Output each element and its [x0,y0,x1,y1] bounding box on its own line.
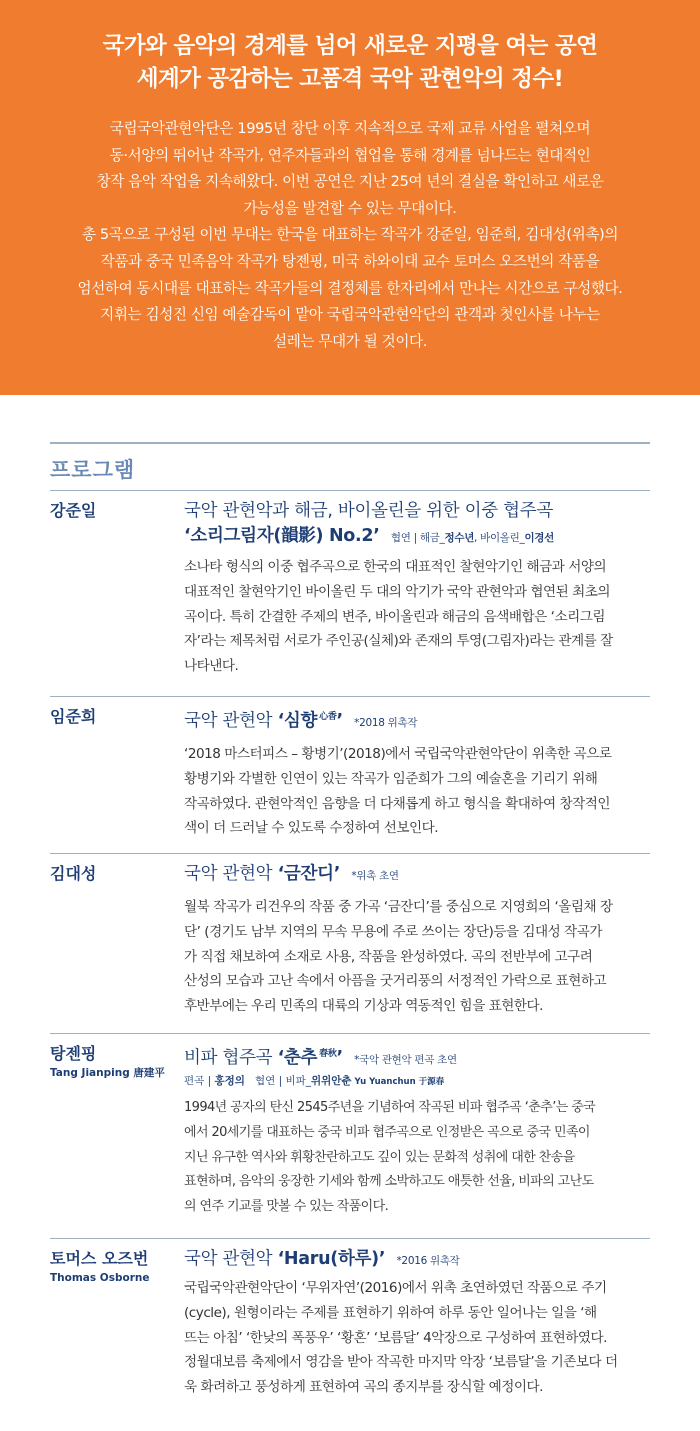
title-main: ‘소리그림자(韻影) No.2’ [184,526,380,546]
piece-note: *위촉 초연 [351,870,399,882]
program-entry [50,490,650,696]
composer-name-en: Tang Jianping 唐建平 [50,1067,165,1079]
title-quote: ’ [336,711,343,731]
headline [0,30,700,96]
desc-line: 산성의 모습과 고난 속에서 아픔을 굿거리풍의 서정적인 가락으로 표현하고 [184,973,607,990]
piece-note: *2018 위촉작 [354,717,418,729]
composer [50,1247,184,1427]
intro-line: 창작 음악 작업을 지속해왔다. 이번 공연은 지난 25여 년의 결실을 확인하고 새로운 [96,173,604,191]
piece-description [184,895,650,1019]
credit-label: 협연 | 비파_ [244,1075,311,1087]
piece-description [184,742,650,841]
intro-line: 설레는 무대가 될 것이다. [273,332,427,350]
composer [50,499,184,696]
intro-line: 국립국악관현악단은 1995년 창단 이후 지속적으로 국제 교류 사업을 펼쳐오며 [109,120,591,137]
piece-description [184,1096,650,1220]
title-hanja: 春秋 [319,1049,337,1059]
intro-line: 가능성을 발견할 수 있는 무대이다. [243,199,457,217]
desc-line: 표현하며, 음악의 웅장한 기세와 함께 소박하고도 애틋한 선율, 비파의 고난도 [184,1174,594,1190]
piece-title [184,705,650,736]
title-main: ‘Haru(하루)’ [277,1249,386,1269]
desc-line: ‘2018 마스터피스 – 황병기’(2018)에서 국립국악관현악단이 위촉한 곡으로 [184,746,612,762]
desc-line: 뜨는 아침’ ‘한낮의 폭풍우’ ‘황혼’ ‘보름달’ 4악장으로 구성하여 표현하였다. [184,1329,607,1346]
desc-line: 정월대보름 축제에서 영감을 받아 작곡한 마지막 악장 ‘보름달’을 기존보다 더 [184,1354,618,1371]
headline-line-2: 세계가 공감하는 고품격 국악 관현악의 정수! [136,66,564,92]
program-entry [50,1033,650,1238]
entry-body [184,705,650,853]
composer-name-en: Thomas Osborne [50,1272,150,1284]
title-prefix: 국악 관현악 [184,711,273,731]
composer [50,1042,184,1238]
title-quote: ’ [336,1048,343,1068]
credit-label: , 바이올린_ [474,532,525,544]
composer [50,862,184,1033]
composer-name: 김대성 [50,864,97,883]
hero-banner [0,0,700,395]
desc-line: 자’라는 제목처럼 서로가 주인공(실체)와 존재의 투영(그림자)라는 관계를 잘 [184,633,613,650]
headline-line-1: 국가와 음악의 경계를 넘어 새로운 지평을 여는 공연 [102,33,598,59]
performer-credit [184,1073,650,1090]
intro-line: 엄선하여 동시대를 대표하는 작곡가들의 결정체를 한자리에서 만나는 시간으로 구성했다. [77,279,623,297]
title-main: ‘춘추 [277,1048,318,1068]
intro-line: 작품과 중국 민족음악 작곡가 탕젠핑, 미국 하와이대 교수 토머스 오즈번의 작품을 [100,252,600,270]
piece-note: *국악 관현악 편곡 초연 [354,1054,457,1066]
entry-body [184,499,650,696]
program-section [0,442,700,1427]
piece-title [184,862,650,889]
intro-line: 총 5곡으로 구성된 이번 무대는 한국을 대표하는 작곡가 강준일, 임준희, 김대성(위촉)의 [81,226,619,244]
composer [50,705,184,853]
intro-paragraph [30,116,670,355]
desc-line: (cycle), 원형이라는 주제를 표현하기 위하여 하루 동안 일어나는 일을 ‘해 [184,1304,597,1321]
program-entry [50,696,650,853]
composer-name: 강준일 [50,501,97,520]
intro-line: 지휘는 김성진 신임 예술감독이 맡아 국립국악관현악단의 관객과 첫인사를 나누는 [100,306,600,324]
title-prefix: 비파 협주곡 [184,1048,273,1068]
credit-name: 위위안춘 [311,1075,352,1087]
desc-line: 나타낸다. [184,658,239,675]
program-entry [50,853,650,1033]
desc-line: 황병기와 각별한 인연이 있는 작곡가 임준희가 그의 예술혼을 기리기 위해 [184,770,598,787]
credit-name: 홍정의 [214,1075,245,1087]
piece-note: *2016 위촉작 [396,1255,460,1267]
title-main: ‘심향 [277,711,318,731]
piece-title [184,499,650,524]
desc-line: 국립국악관현악단이 ‘무위자연’(2016)에서 위촉 초연하였던 작품으로 주기 [184,1280,607,1296]
desc-line: 대표적인 찰현악기인 바이올린 두 대의 악기가 국악 관현악과 협연된 최초의 [184,583,610,600]
program-entry [50,1238,650,1427]
desc-line: 색이 더 드러날 수 있도록 수정하여 선보인다. [184,820,439,837]
desc-line: 단’ (경기도 남부 지역의 무속 무용에 주로 쓰이는 장단)등을 김대성 작곡가 [184,923,602,940]
composer-name: 토머스 오즈번 [50,1249,149,1268]
performer-credit [391,532,554,544]
credit-name-en: Yu Yuanchun 于源春 [351,1077,445,1087]
entry-body [184,862,650,1033]
title-main: ‘금잔디’ [277,864,341,884]
desc-line: 가 직접 채보하여 소재로 사용, 작품을 완성하였다. 곡의 전반부에 고구려 [184,948,593,965]
desc-line: 월북 작곡가 리건우의 작품 중 가곡 ‘금잔디’를 중심으로 지영희의 ‘올림채 장 [184,899,613,915]
credit-label: 협연 | 해금_ [390,532,445,544]
piece-description [184,555,650,679]
title-hanja: 心香 [319,712,337,722]
piece-title [184,1042,650,1073]
entry-body [184,1042,650,1238]
title-prefix: 국악 관현악과 해금, 바이올린을 위한 이중 협주곡 [184,501,553,521]
piece-title [184,1247,650,1274]
desc-line: 곡이다. 특히 간결한 주제의 변주, 바이올린과 해금의 음색배합은 ‘소리그림 [184,608,605,625]
desc-line: 작곡하였다. 관현악적인 음향을 더 다채롭게 하고 형식을 확대하여 창작적인 [184,795,610,812]
piece-description [184,1276,650,1400]
desc-line: 1994년 공자의 탄신 2545주년을 기념하여 작곡된 비파 협주곡 ‘춘추’는 중국 [184,1100,596,1115]
title-prefix: 국악 관현악 [184,864,273,884]
composer-name: 임준희 [50,707,97,726]
desc-line: 지닌 유구한 역사와 휘황찬란하고도 깊이 있는 문화적 성취에 대한 찬송을 [184,1149,575,1165]
intro-line: 동·서양의 뛰어난 작곡가, 연주자들과의 협업을 통해 경계를 넘나드는 현대적인 [109,146,591,164]
desc-line: 욱 화려하고 풍성하게 표현하여 곡의 종지부를 장식할 예정이다. [184,1379,543,1396]
desc-line: 소나타 형식의 이중 협주곡으로 한국의 대표적인 찰현악기인 해금과 서양의 [184,559,607,575]
piece-title-main [184,524,650,549]
credit-label: 편곡 | [184,1075,215,1087]
credit-name: 이경선 [524,532,554,544]
program-heading: 프로그램 [50,442,650,490]
desc-line: 후반부에는 우리 민족의 대륙의 기상과 역동적인 힘을 표현한다. [184,998,543,1015]
composer-name: 탕젠핑 [50,1044,97,1063]
title-prefix: 국악 관현악 [184,1249,273,1269]
entry-body [184,1247,650,1427]
credit-name: 정수년 [444,532,475,544]
desc-line: 의 연주 기교를 맛볼 수 있는 작품이다. [184,1199,389,1215]
desc-line: 에서 20세기를 대표하는 중국 비파 협주곡으로 인정받은 곡으로 중국 민족이 [184,1124,590,1140]
